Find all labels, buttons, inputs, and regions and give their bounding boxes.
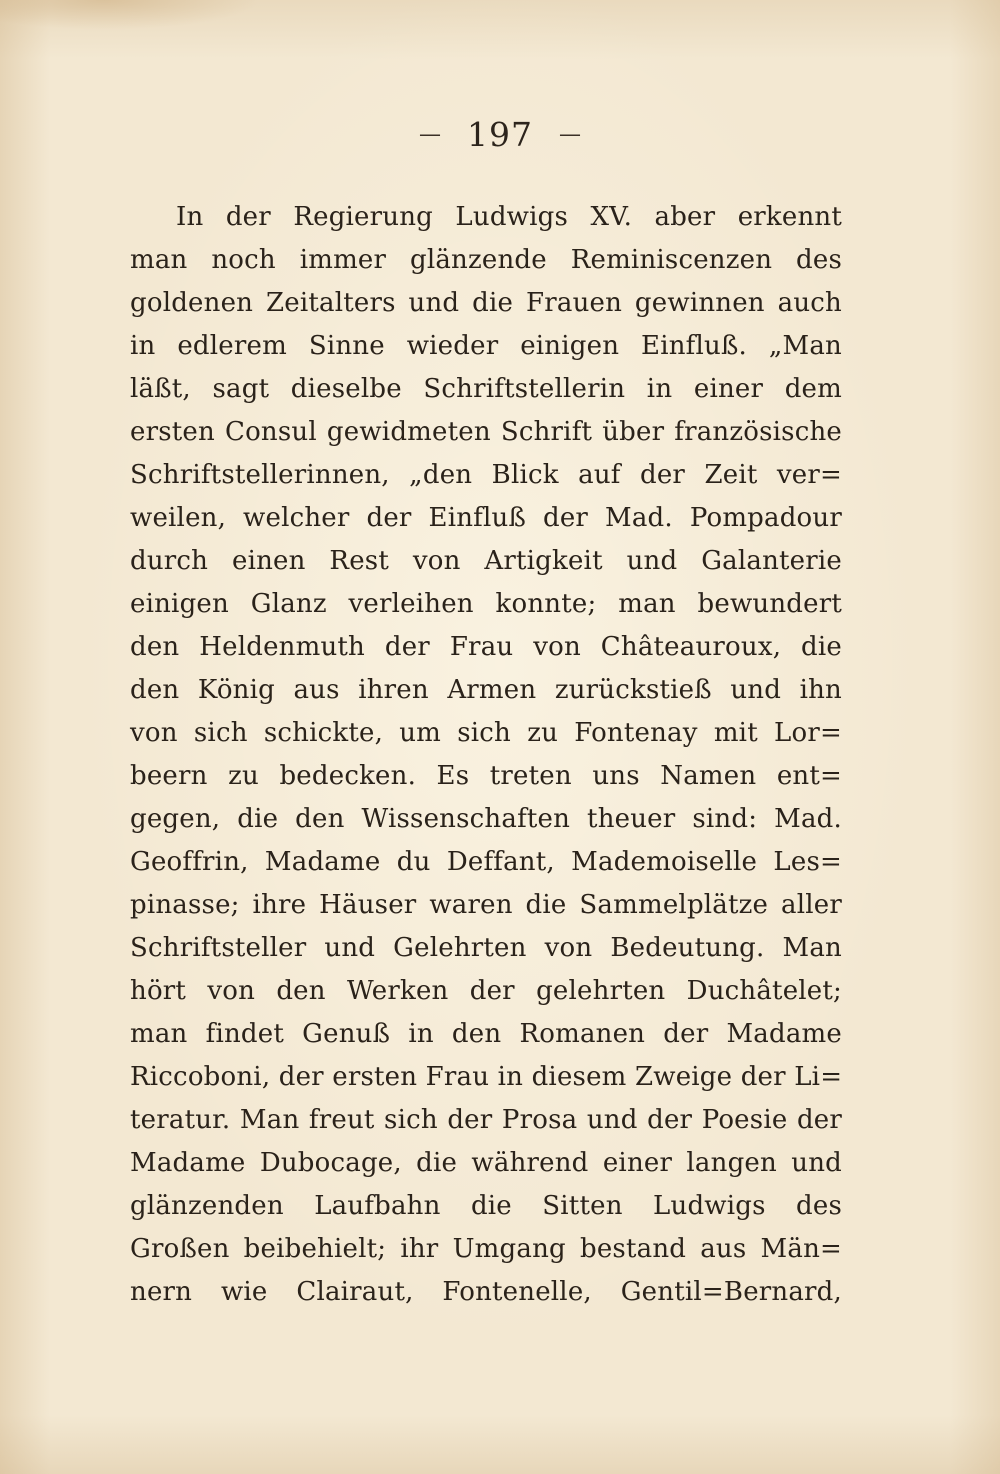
text-line: in edlerem Sinne wieder einigen Einfluß. „Man (130, 331, 842, 361)
text-line: man findet Genuß in den Romanen der Madame (130, 1019, 842, 1049)
text-line: goldenen Zeitalters und die Frauen gewinnen auch (130, 288, 842, 318)
text-line: gegen, die den Wissenschaften theuer sind: Mad. (130, 804, 842, 834)
text-line: teratur. Man freut sich der Prosa und der Poesie der (130, 1105, 842, 1135)
text-line: In der Regierung Ludwigs XV. aber erkennt (176, 202, 842, 232)
header-dash-left: — (419, 121, 441, 147)
text-line: den König aus ihren Armen zurückstieß und ihn (130, 675, 842, 705)
text-line: man noch immer glänzende Reminiscenzen des (130, 245, 842, 275)
header-dash-right: — (559, 121, 581, 147)
text-line: pinasse; ihre Häuser waren die Sammelplätze aller (130, 890, 842, 920)
page-header (0, 112, 1000, 156)
text-line: weilen, welcher der Einfluß der Mad. Pompadour (130, 503, 842, 533)
text-line: läßt, sagt dieselbe Schriftstellerin in einer dem (130, 374, 842, 404)
text-line: Schriftstellerinnen, „den Blick auf der Zeit ver= (130, 460, 842, 490)
text-line: Geoffrin, Madame du Deffant, Mademoiselle Les= (130, 847, 842, 877)
paper-stain (0, 0, 260, 30)
body-text (130, 196, 842, 1314)
text-line: Madame Dubocage, die während einer langen und (130, 1148, 842, 1178)
text-line: von sich schickte, um sich zu Fontenay mit Lor= (130, 718, 842, 748)
text-line: ersten Consul gewidmeten Schrift über französische (130, 417, 842, 447)
text-line: durch einen Rest von Artigkeit und Galanterie (130, 546, 842, 576)
text-line: glänzenden Laufbahn die Sitten Ludwigs des (130, 1191, 842, 1221)
text-line: einigen Glanz verleihen konnte; man bewundert (130, 589, 842, 619)
text-line: beern zu bedecken. Es treten uns Namen ent= (130, 761, 842, 791)
text-line: hört von den Werken der gelehrten Duchâtelet; (130, 976, 842, 1006)
page-number: 197 (467, 114, 533, 154)
text-line: den Heldenmuth der Frau von Châteauroux, die (130, 632, 842, 662)
text-line: Riccoboni, der ersten Frau in diesem Zweige der Li= (130, 1062, 843, 1092)
text-line: Großen beibehielt; ihr Umgang bestand aus Män= (130, 1234, 842, 1264)
text-line: Schriftsteller und Gelehrten von Bedeutung. Man (130, 933, 842, 963)
text-line: nern wie Clairaut, Fontenelle, Gentil=Bernard, (130, 1277, 842, 1307)
